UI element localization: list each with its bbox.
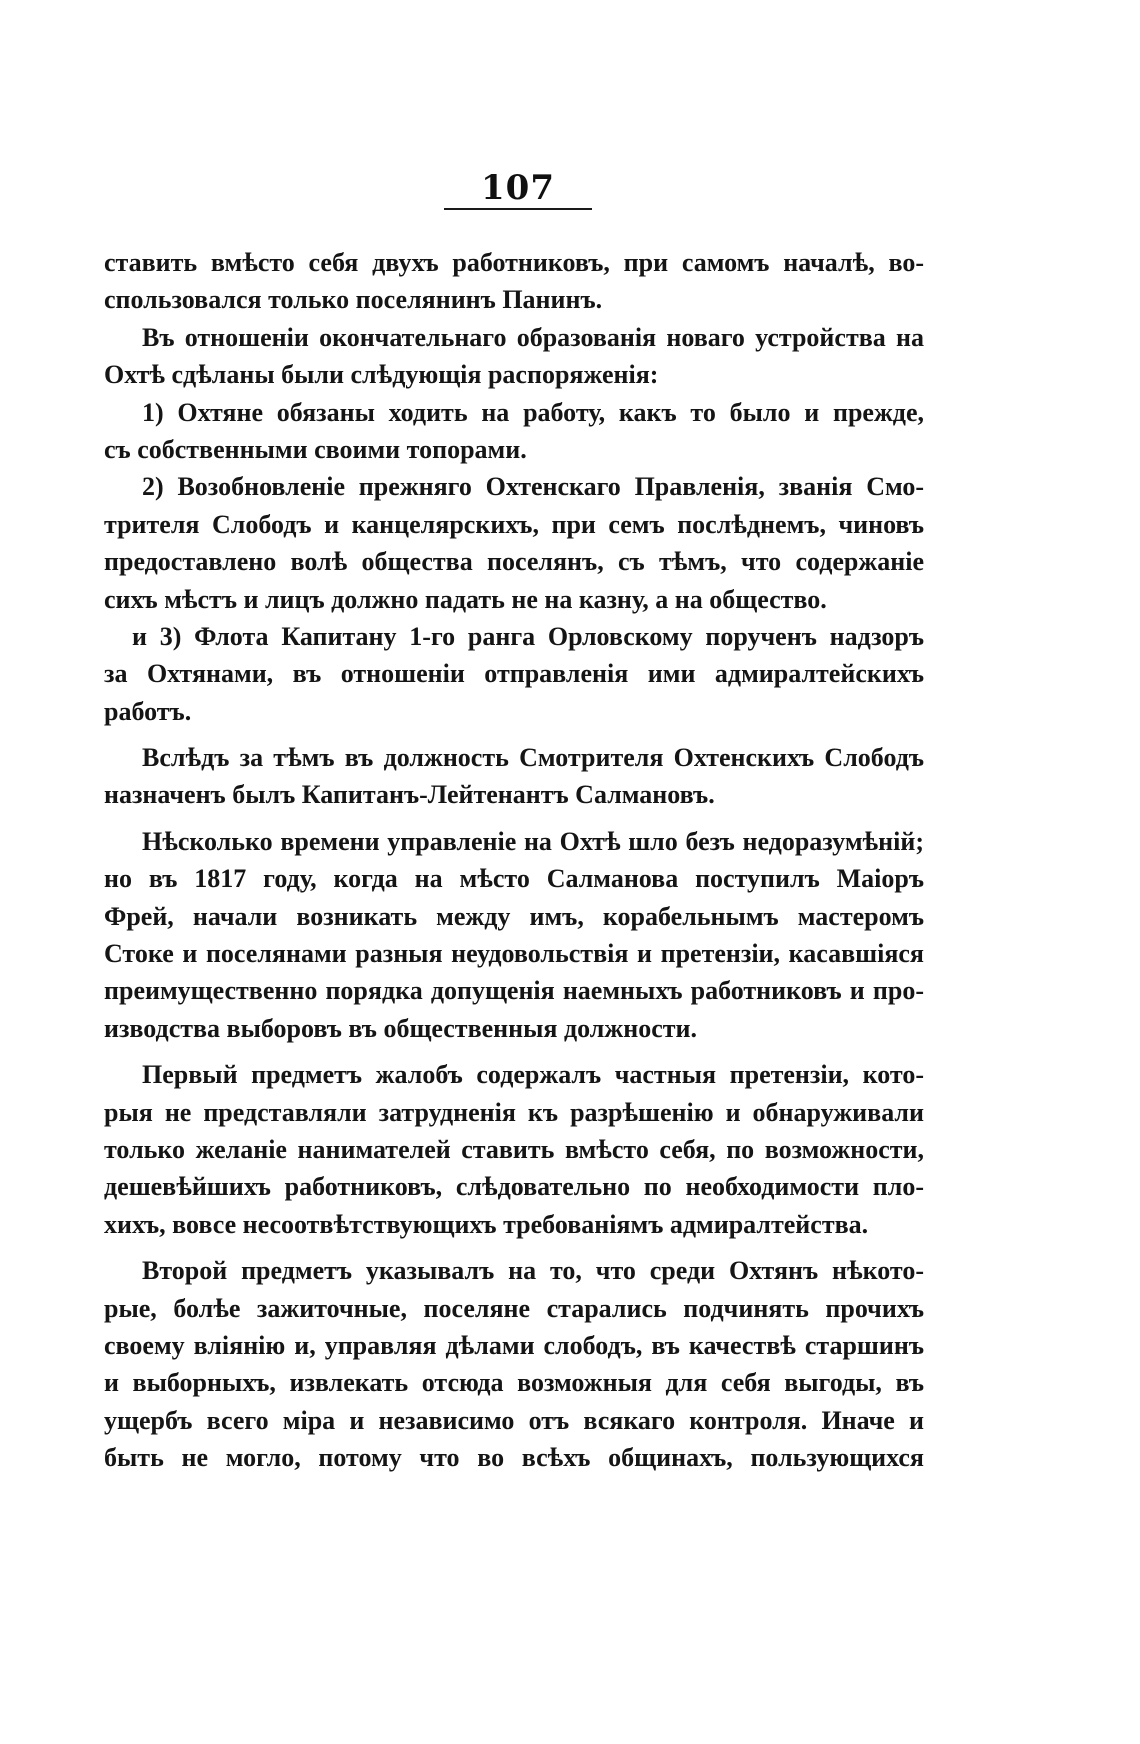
text-line: рые, болѣе зажиточные, поселяне старались подчинять прочихъ [104,1293,924,1323]
text-line: хихъ, вовсе несоотвѣтствующихъ требованіямъ адмиралтейства. [104,1209,869,1239]
text-line: предоставлено волѣ общества поселянъ, съ тѣмъ, что содержаніе [104,547,924,577]
paragraph-gap [104,1243,924,1252]
text-line: Второй предметъ указывалъ на то, что среди Охтянъ нѣкото- [142,1256,924,1286]
text-line: и выборныхъ, извлекать отсюда возможныя для себя выгоды, въ [104,1368,924,1398]
page-number: 107 [481,168,555,208]
text-line: быть не могло, потому что во всѣхъ общинахъ, пользующихся [104,1443,924,1473]
text-line: за Охтянами, въ отношеніи отправленія ими адмиралтейскихъ [104,659,924,689]
text-line: ставить вмѣсто себя двухъ работниковъ, при самомъ началѣ, во- [104,248,924,277]
text-line: Фрей, начали возникать между имъ, корабельнымъ мастеромъ [104,901,924,931]
header-rule [444,208,592,210]
text-line: Стоке и поселянами разныя неудовольствія и претензіи, касавшіяся [104,939,924,969]
text-line: спользовался только поселянинъ Панинъ. [104,285,603,315]
text-line: ущербъ всего міра и независимо отъ всякаго контроля. Иначе и [104,1405,924,1435]
text-line: трителя Слободъ и канцелярскихъ, при семъ послѣднемъ, чиновъ [104,509,924,539]
text-line: Охтѣ сдѣланы были слѣдующія распоряженія: [104,360,659,390]
text-line: Первый предметъ жалобъ содержалъ частныя претензіи, кото- [142,1060,924,1090]
paragraph-gap [104,730,924,739]
text-line: изводства выборовъ въ общественныя должности. [104,1013,698,1043]
text-line: 2) Возобновленіе прежняго Охтенскаго Правленія, званія Смо- [142,472,924,502]
text-line: рыя не представляли затрудненія къ разрѣшенію и обнаруживали [104,1097,924,1127]
text-line: 1) Охтяне обязаны ходить на работу, какъ то было и прежде, [142,397,924,427]
text-line: сихъ мѣстъ и лицъ должно падать не на казну, а на общество. [104,584,827,614]
paragraph-gap [104,814,924,823]
text-line: съ собственными своими топорами. [104,434,527,464]
body-text [104,244,924,1477]
page-header [440,170,596,210]
text-line: Нѣсколько времени управленіе на Охтѣ шло безъ недоразумѣній; [142,826,924,856]
text-line: только желаніе нанимателей ставить вмѣсто себя, по возможности, [104,1134,924,1164]
text-line: Въ отношеніи окончательнаго образованія новаго устройства на [142,322,924,352]
text-line: работъ. [104,696,192,726]
text-line: преимущественно порядка допущенія наемныхъ работниковъ и про- [104,976,924,1006]
text-line: назначенъ былъ Капитанъ-Лейтенантъ Салмановъ. [104,780,715,810]
paragraph-gap [104,1047,924,1056]
text-line: но въ 1817 году, когда на мѣсто Салманова поступилъ Маіоръ [104,864,924,894]
text-line: дешевѣйшихъ работниковъ, слѣдовательно по необходимости пло- [104,1172,924,1202]
text-line: Вслѣдъ за тѣмъ въ должность Смотрителя Охтенскихъ Слободъ [142,743,924,773]
text-line: своему вліянію и, управляя дѣлами слободъ, въ качествѣ старшинъ [104,1330,924,1360]
text-line: и 3) Флота Капитану 1-го ранга Орловскому порученъ надзоръ [132,621,924,651]
